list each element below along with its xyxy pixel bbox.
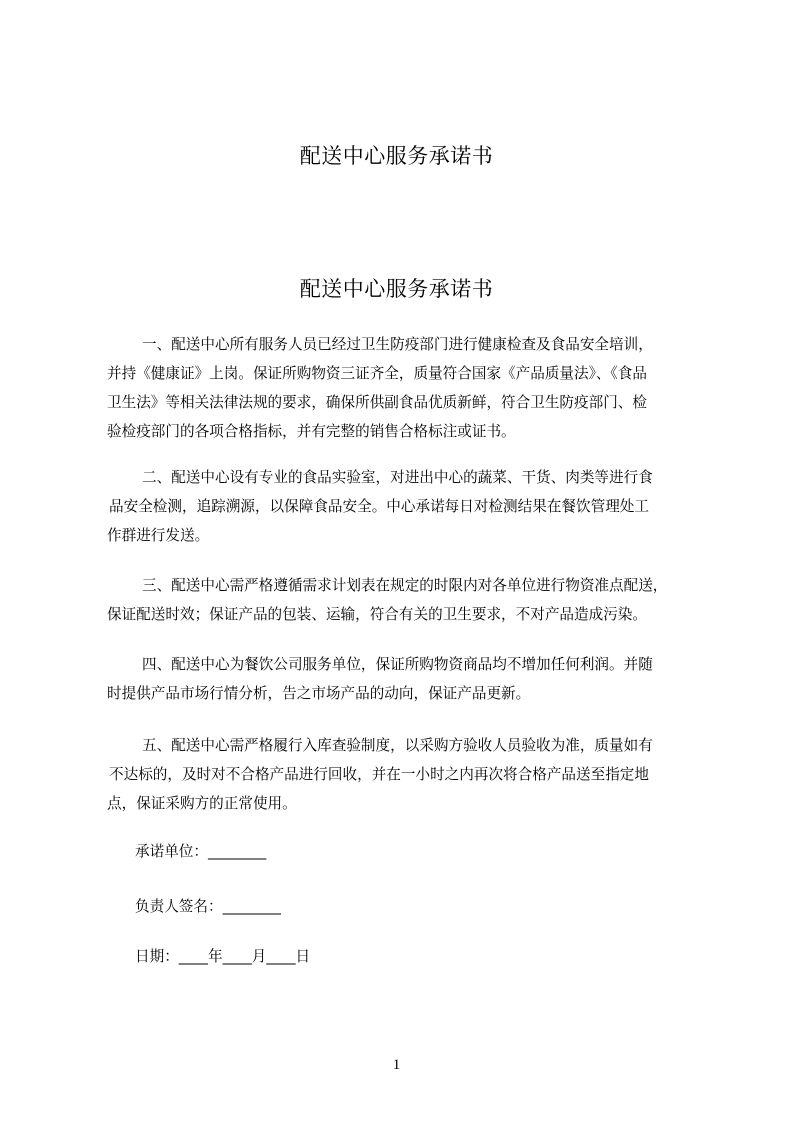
paragraph-line: 不达标的，及时对不合格产品进行回收，并在一小时之内再次将合格产品送至指定地 [109, 766, 649, 783]
paragraph-line: 四、配送中心为餐饮公司服务单位，保证所购物资商品均不增加任何利润。并随 [142, 656, 653, 673]
paragraph-line: 二、配送中心设有专业的食品实验室，对进出中心的蔬菜、干货、肉类等进行食 [142, 469, 653, 486]
commitment-paragraph-4 [107, 650, 707, 708]
commitment-paragraph-2 [107, 463, 707, 550]
paragraph-line: 并持《健康证》上岗。保证所购物资三证齐全，质量符合国家《产品质量法》、《食品 [107, 365, 647, 382]
paragraph-line: 三、配送中心需严格遵循需求计划表在规定的时限内对各单位进行物资准点配送， [142, 577, 668, 594]
paragraph-line: 品安全检测，追踪溯源，以保障食品安全。中心承诺每日对检测结果在餐饮管理处工 [109, 498, 649, 515]
date-field: 日期：____年____月____日 [135, 948, 311, 965]
paragraph-line: 验检疫部门的各项合格指标，并有完整的销售合格标注或证书。 [107, 423, 516, 440]
document-main-title: 配送中心服务承诺书 [299, 277, 494, 301]
commitment-paragraph-1 [107, 330, 707, 446]
paragraph-line: 一、配送中心所有服务人员已经过卫生防疫部门进行健康检查及食品安全培训， [142, 336, 653, 353]
commitment-paragraph-5 [107, 731, 707, 818]
paragraph-line: 卫生法》等相关法律法规的要求，确保所供副食品优质新鲜，符合卫生防疫部门、检 [107, 394, 647, 411]
paragraph-line: 作群进行发送。 [107, 527, 210, 544]
responsible-person-signature-field: 负责人签名：________ [135, 898, 281, 915]
page-number: 1 [392, 1057, 401, 1073]
paragraph-line: 点，保证采购方的正常使用。 [107, 795, 297, 812]
paragraph-line: 时提供产品市场行情分析，告之市场产品的动向，保证产品更新。 [107, 685, 531, 702]
committing-unit-field: 承诺单位：________ [135, 843, 267, 860]
paragraph-line: 五、配送中心需严格履行入库查验制度，以采购方验收人员验收为准，质量如有 [142, 737, 653, 754]
paragraph-line: 保证配送时效；保证产品的包装、运输，符合有关的卫生要求，不对产品造成污染。 [107, 606, 647, 623]
commitment-paragraph-3 [107, 571, 707, 629]
document-header-title: 配送中心服务承诺书 [299, 144, 494, 168]
